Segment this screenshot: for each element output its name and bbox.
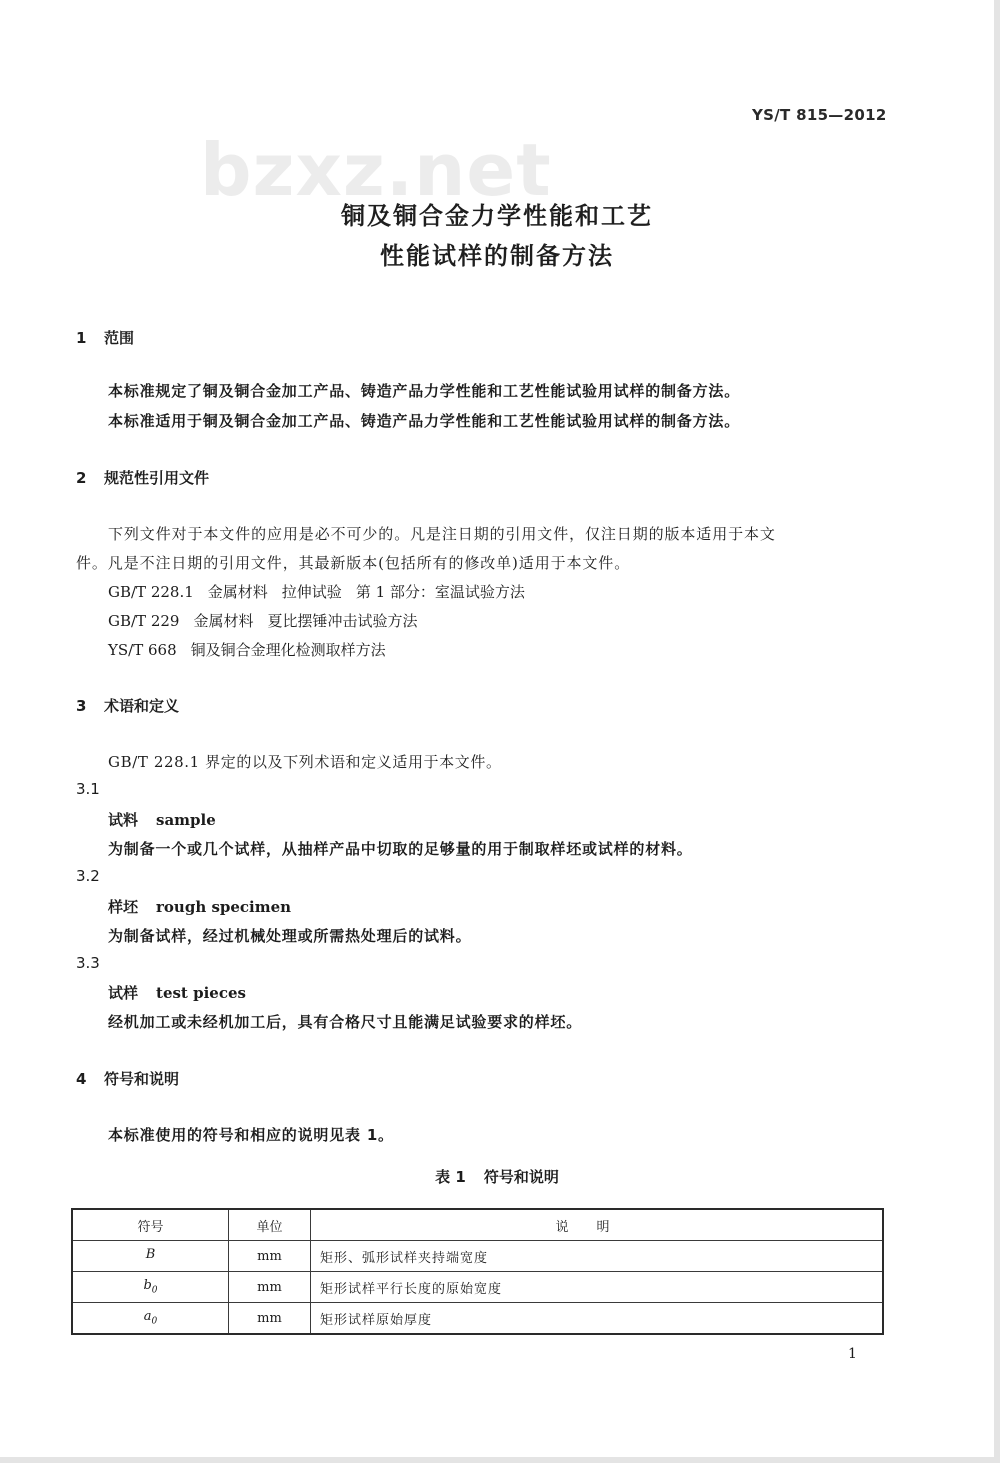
document-title-line-2: 性能试样的制备方法 <box>380 242 614 270</box>
term-definition: 为制备试样，经过机械处理或所需热处理后的试料。 <box>108 927 472 945</box>
symbol: B <box>145 1247 156 1263</box>
symbol: a <box>143 1309 152 1325</box>
term-heading <box>108 982 246 1003</box>
term-zh: 样坯 <box>108 898 139 916</box>
paragraph: 本标准规定了铜及铜合金加工产品、铸造产品力学性能和工艺性能试验用试样的制备方法。 <box>108 382 741 400</box>
reference-title-part: 拉伸试验 <box>281 583 342 601</box>
symbol-subscript: 0 <box>151 1316 158 1327</box>
symbol-cell <box>72 1303 229 1335</box>
section-4-heading <box>76 1068 179 1089</box>
unit-cell: mm <box>229 1272 311 1303</box>
description-cell: 矩形试样原始厚度 <box>311 1303 884 1335</box>
reference-title-part: 铜及铜合金理化检测取样方法 <box>190 641 386 659</box>
symbol-cell <box>72 1272 229 1303</box>
clause-number: 3.3 <box>76 954 100 972</box>
term-en: rough specimen <box>156 898 292 916</box>
term-heading <box>108 809 216 830</box>
table-row <box>72 1241 883 1272</box>
reference-title-part: 夏比摆锤冲击试验方法 <box>267 612 418 630</box>
clause-number: 3.1 <box>76 780 100 798</box>
table-row <box>72 1303 883 1335</box>
reference-title-part: 第 1 部分：室温试验方法 <box>355 583 525 601</box>
table-header-row <box>72 1209 883 1241</box>
section-3-heading <box>76 695 179 716</box>
header-description-text: 说明 <box>555 1219 638 1235</box>
term-en: test pieces <box>156 984 246 1002</box>
reference-title-part: 金属材料 <box>193 612 254 630</box>
document-title-line-1: 铜及铜合金力学性能和工艺 <box>341 202 653 230</box>
reference-item <box>108 610 418 631</box>
term-en: sample <box>156 811 216 829</box>
term-zh: 试料 <box>108 811 139 829</box>
section-number: 1 <box>76 329 87 347</box>
header-unit: 单位 <box>229 1209 311 1241</box>
reference-title-part: 金属材料 <box>207 583 268 601</box>
page-number: 1 <box>848 1346 857 1362</box>
description-cell: 矩形、弧形试样夹持端宽度 <box>311 1241 884 1272</box>
description-cell: 矩形试样平行长度的原始宽度 <box>311 1272 884 1303</box>
paragraph: 本标准适用于铜及铜合金加工产品、铸造产品力学性能和工艺性能试验用试样的制备方法。 <box>108 412 741 430</box>
paragraph: 下列文件对于本文件的应用是必不可少的。凡是注日期的引用文件，仅注日期的版本适用于本文 <box>108 525 776 543</box>
table-caption <box>0 1166 994 1187</box>
section-number: 4 <box>76 1070 87 1088</box>
section-2-heading <box>76 467 209 488</box>
section-number: 3 <box>76 697 87 715</box>
term-zh: 试样 <box>108 984 139 1002</box>
section-number: 2 <box>76 469 87 487</box>
reference-code: GB/T 229 <box>108 612 180 630</box>
reference-item <box>108 639 386 660</box>
term-heading <box>108 896 291 917</box>
unit-cell: mm <box>229 1303 311 1335</box>
table-caption-title: 符号和说明 <box>483 1168 559 1186</box>
symbol-cell <box>72 1241 229 1272</box>
section-title: 符号和说明 <box>104 1070 180 1088</box>
symbol-subscript: 0 <box>151 1285 158 1296</box>
section-title: 规范性引用文件 <box>104 469 210 487</box>
table-row <box>72 1272 883 1303</box>
symbol: b <box>143 1278 152 1294</box>
paragraph: 本标准使用的符号和相应的说明见表 1。 <box>108 1126 394 1144</box>
header-symbol: 符号 <box>72 1209 229 1241</box>
paragraph: GB/T 228.1 界定的以及下列术语和定义适用于本文件。 <box>108 753 502 771</box>
reference-code: YS/T 668 <box>108 641 177 659</box>
reference-code: GB/T 228.1 <box>108 583 194 601</box>
paragraph: 件。凡是不注日期的引用文件，其最新版本(包括所有的修改单)适用于本文件。 <box>76 554 631 572</box>
table-caption-label: 表 1 <box>435 1168 466 1186</box>
symbols-table <box>71 1208 884 1335</box>
clause-number: 3.2 <box>76 867 100 885</box>
term-definition: 为制备一个或几个试样，从抽样产品中切取的足够量的用于制取样坯或试样的材料。 <box>108 840 693 858</box>
term-definition: 经机加工或未经机加工后，具有合格尺寸且能满足试验要求的样坯。 <box>108 1013 583 1031</box>
unit-cell: mm <box>229 1241 311 1272</box>
header-description <box>311 1209 884 1241</box>
reference-item <box>108 581 525 602</box>
section-title: 范围 <box>104 329 135 347</box>
section-1-heading <box>76 327 134 348</box>
standard-code: YS/T 815—2012 <box>752 106 887 124</box>
section-title: 术语和定义 <box>104 697 180 715</box>
watermark: bzxz.net <box>200 128 552 212</box>
